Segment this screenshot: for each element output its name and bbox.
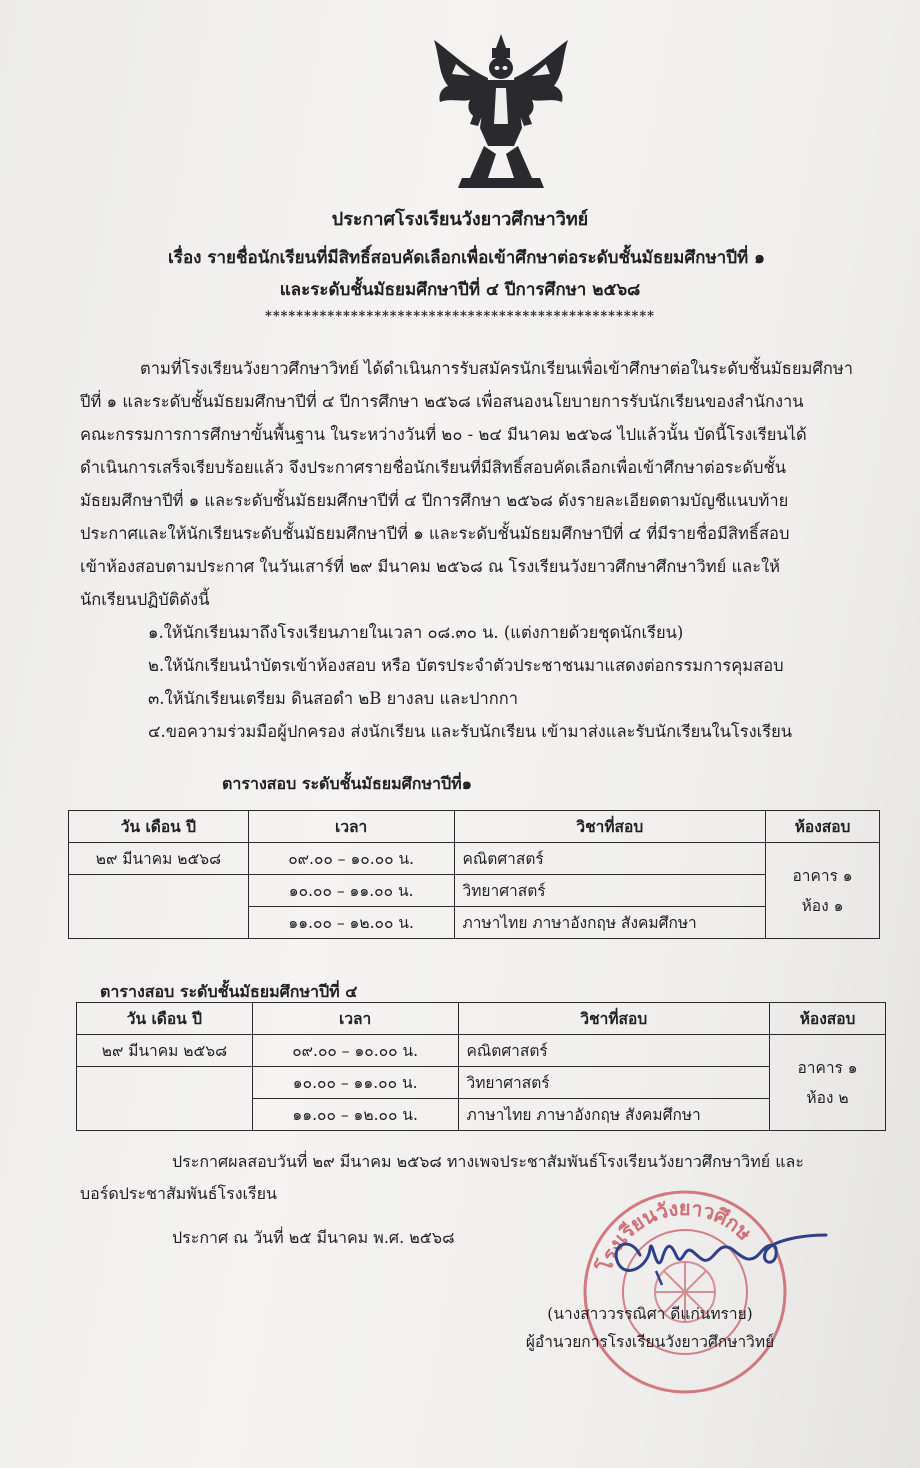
header-time: เวลา — [248, 811, 454, 843]
room-number: ห้อง ๒ — [806, 1088, 849, 1107]
header-room: ห้องสอบ — [770, 1003, 886, 1035]
exam-date: ๒๙ มีนาคม ๒๕๖๘ — [69, 843, 249, 875]
instruction-item: ๓.ให้นักเรียนเตรียม ดินสอดำ ๒B ยางลบ และปากกา — [148, 689, 519, 708]
table-header-row — [69, 811, 880, 843]
paragraph-line: คณะกรรมการการศึกษาขั้นพื้นฐาน ในระหว่างวันที่ ๒๐ - ๒๔ มีนาคม ๒๕๖๘ ไปแล้วนั้น บัดนี้โรงเรียนได้ — [80, 425, 807, 444]
header-date: วัน เดือน ปี — [69, 811, 249, 843]
separator-stars: ************************************************** — [265, 309, 655, 324]
exam-room — [770, 1035, 886, 1131]
instruction-item: ๑.ให้นักเรียนมาถึงโรงเรียนภายในเวลา ๐๘.๓๐ น. (แต่งกายด้วยชุดนักเรียน) — [148, 623, 684, 642]
table-header-row — [77, 1003, 886, 1035]
instruction-item: ๒.ให้นักเรียนนำบัตรเข้าห้องสอบ หรือ บัตรประจำตัวประชาชนมาแสดงต่อกรรมการคุมสอบ — [148, 656, 784, 675]
result-line: บอร์ดประชาสัมพันธ์โรงเรียน — [80, 1184, 277, 1203]
header-time: เวลา — [252, 1003, 458, 1035]
paragraph-line: ปีที่ ๑ และระดับชั้นมัธยมศึกษาปีที่ ๔ ปีการศึกษา ๒๕๖๘ เพื่อสนองนโยบายการรับนักเรียนของสำนักงาน — [80, 392, 804, 411]
seal-text: โรงเรียนวังยาวศึกษ — [592, 1196, 757, 1275]
paragraph-line: เข้าห้องสอบตามประกาศ ในวันเสาร์ที่ ๒๙ มีนาคม ๒๕๖๘ ณ โรงเรียนวังยาวศึกษาศึกษาวิทย์ และให้ — [80, 557, 781, 576]
signature-block — [500, 1300, 800, 1356]
exam-subject: วิทยาศาสตร์ — [454, 875, 766, 907]
exam-subject: คณิตศาสตร์ — [458, 1035, 770, 1067]
exam-room — [766, 843, 880, 939]
exam-schedule-table-m1 — [68, 810, 880, 939]
exam-subject: ภาษาไทย ภาษาอังกฤษ สังคมศึกษา — [458, 1099, 770, 1131]
header-subject: วิชาที่สอบ — [454, 811, 766, 843]
header-room: ห้องสอบ — [766, 811, 880, 843]
result-line: ประกาศผลสอบวันที่ ๒๙ มีนาคม ๒๕๖๘ ทางเพจประชาสัมพันธ์โรงเรียนวังยาวศึกษาวิทย์ และ — [172, 1152, 804, 1171]
instruction-item: ๔.ขอความร่วมมือผู้ปกครอง ส่งนักเรียน และรับนักเรียน เข้ามาส่งและรับนักเรียนในโรงเรียน — [148, 722, 793, 741]
paragraph-line: ประกาศและให้นักเรียนระดับชั้นมัธยมศึกษาปีที่ ๑ และระดับชั้นมัธยมศึกษาปีที่ ๔ ที่มีรายชื่อมีสิทธิ์สอบ — [80, 524, 790, 543]
room-building: อาคาร ๑ — [797, 1058, 858, 1077]
signatory-name: (นางสาววรรณิศา ดีแก่นทราย) — [547, 1305, 753, 1323]
empty-cell — [69, 875, 249, 939]
signature-icon — [600, 1205, 840, 1295]
table-row — [77, 1067, 886, 1099]
header-subject: วิชาที่สอบ — [458, 1003, 770, 1035]
paragraph-line: นักเรียนปฏิบัติดังนี้ — [80, 590, 210, 609]
exam-time: ๐๙.๐๐ – ๑๐.๐๐ น. — [252, 1035, 458, 1067]
table-caption-m4: ตารางสอบ ระดับชั้นมัธยมศึกษาปีที่ ๔ — [100, 982, 358, 1001]
empty-cell — [77, 1067, 253, 1131]
exam-time: ๑๐.๐๐ – ๑๑.๐๐ น. — [252, 1067, 458, 1099]
table-row — [69, 843, 880, 875]
exam-subject: วิทยาศาสตร์ — [458, 1067, 770, 1099]
announcement-title: ประกาศโรงเรียนวังยาวศึกษาวิทย์ — [331, 209, 589, 230]
garuda-emblem-icon — [426, 28, 576, 196]
exam-time: ๑๑.๐๐ – ๑๒.๐๐ น. — [248, 907, 454, 939]
instruction-list — [148, 616, 792, 748]
body-paragraph — [80, 352, 860, 616]
exam-time: ๐๙.๐๐ – ๑๐.๐๐ น. — [248, 843, 454, 875]
exam-subject: คณิตศาสตร์ — [454, 843, 766, 875]
table-row — [69, 875, 880, 907]
subject-line-2: และระดับชั้นมัธยมศึกษาปีที่ ๔ ปีการศึกษา ๒๕๖๘ — [279, 280, 641, 300]
exam-date: ๒๙ มีนาคม ๒๕๖๘ — [77, 1035, 253, 1067]
announced-date: ประกาศ ณ วันที่ ๒๕ มีนาคม พ.ศ. ๒๕๖๘ — [172, 1228, 455, 1247]
exam-time: ๑๑.๐๐ – ๑๒.๐๐ น. — [252, 1099, 458, 1131]
room-building: อาคาร ๑ — [792, 866, 853, 885]
signatory-position: ผู้อำนวยการโรงเรียนวังยาวศึกษาวิทย์ — [525, 1333, 775, 1351]
exam-time: ๑๐.๐๐ – ๑๑.๐๐ น. — [248, 875, 454, 907]
exam-subject: ภาษาไทย ภาษาอังกฤษ สังคมศึกษา — [454, 907, 766, 939]
room-number: ห้อง ๑ — [801, 896, 844, 915]
subject-line-1: เรื่อง รายชื่อนักเรียนที่มีสิทธิ์สอบคัดเลือกเพื่อเข้าศึกษาต่อระดับชั้นมัธยมศึกษาปีที่ ๑ — [168, 248, 765, 268]
table-row — [77, 1035, 886, 1067]
exam-schedule-table-m4 — [76, 1002, 886, 1131]
table-caption-m1: ตารางสอบ ระดับชั้นมัธยมศึกษาปีที่๑ — [222, 774, 472, 793]
paragraph-line: ตามที่โรงเรียนวังยาวศึกษาวิทย์ ได้ดำเนินการรับสมัครนักเรียนเพื่อเข้าศึกษาต่อในระดับชั้นมัธยมศึกษา — [140, 359, 854, 378]
paragraph-line: ดำเนินการเสร็จเรียบร้อยแล้ว จึงประกาศรายชื่อนักเรียนที่มีสิทธิ์สอบคัดเลือกเพื่อเข้าศึกษาต่อระดับชั้น — [80, 458, 787, 477]
header-date: วัน เดือน ปี — [77, 1003, 253, 1035]
paragraph-line: มัธยมศึกษาปีที่ ๑ และระดับชั้นมัธยมศึกษาปีที่ ๔ ปีการศึกษา ๒๕๖๘ ดังรายละเอียดตามบัญชีแนบท้าย — [80, 491, 789, 510]
